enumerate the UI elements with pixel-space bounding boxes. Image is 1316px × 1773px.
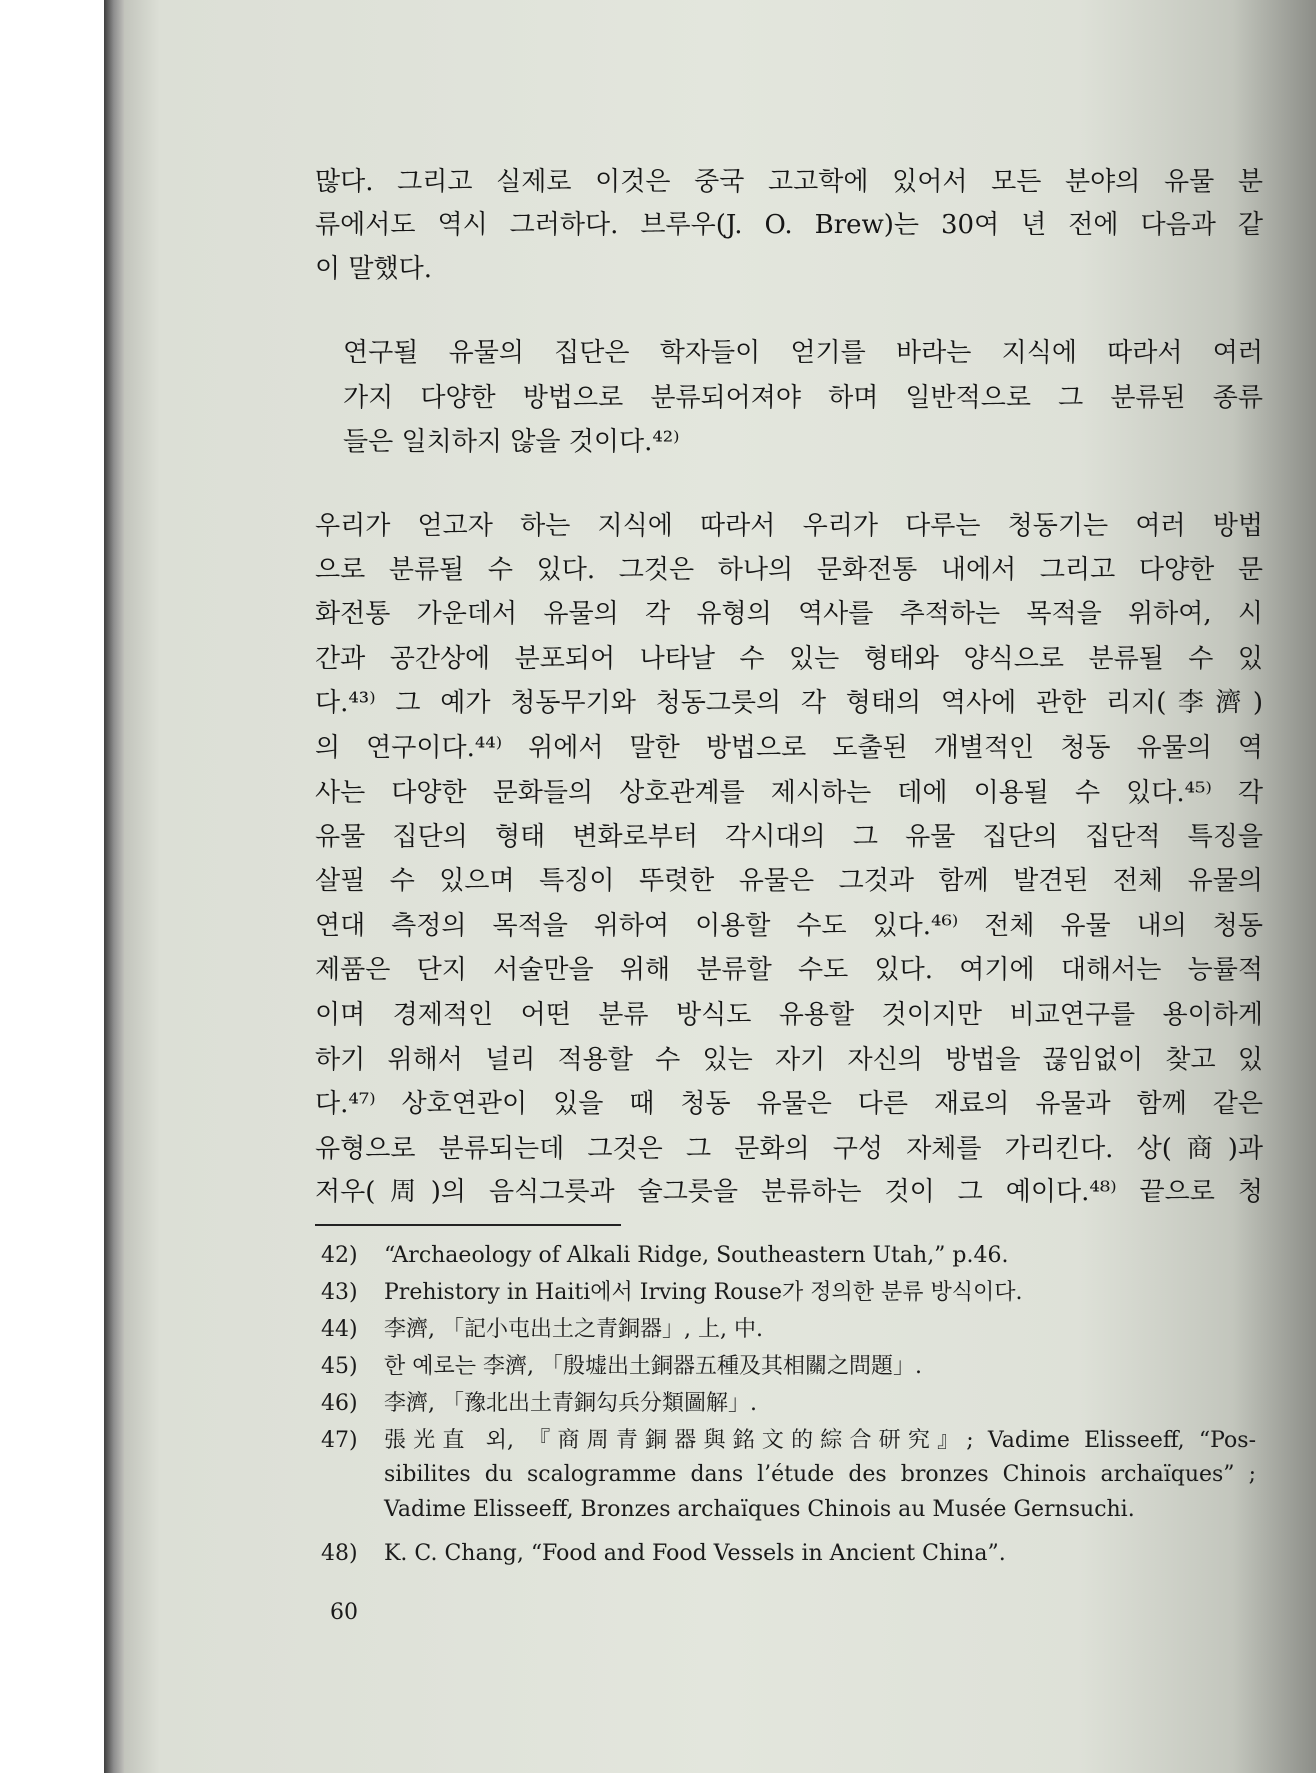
body-line: 저우(周)의 음식그릇과 술그릇을 분류하는 것이 그 예이다.⁴⁸⁾ 끝으로 청 <box>315 1177 1263 1207</box>
body-line: 유물 집단의 형태 변화로부터 각시대의 그 유물 집단의 집단적 특징을 <box>315 822 1263 852</box>
footnote-number: 46) <box>321 1391 358 1416</box>
footnote-number: 48) <box>321 1541 358 1566</box>
footnote-text: Vadime Elisseeff, Bronzes archaïques Chinois au Musée Gernsuchi. <box>384 1497 1135 1522</box>
body-line: 다.⁴⁷⁾ 상호연관이 있을 때 청동 유물은 다른 재료의 유물과 함께 같은 <box>315 1089 1263 1119</box>
footnote-text: 李濟, 「豫北出土青銅勾兵分類圖解」. <box>384 1391 757 1416</box>
body-line: 많다. 그리고 실제로 이것은 중국 고고학에 있어서 모든 분야의 유물 분 <box>315 167 1263 197</box>
body-line: 제품은 단지 서술만을 위해 분류할 수도 있다. 여기에 대해서는 능률적 <box>315 955 1263 985</box>
quote-line: 연구될 유물의 집단은 학자들이 얻기를 바라는 지식에 따라서 여러 <box>343 338 1263 368</box>
footnote-divider <box>315 1224 621 1226</box>
body-line: 연대 측정의 목적을 위하여 이용할 수도 있다.⁴⁶⁾ 전체 유물 내의 청동 <box>315 911 1263 941</box>
footnote-text: 張光直 외, 『商周青銅器與銘文的綜合研究』; Vadime Elisseeff, “Pos- <box>384 1428 1256 1453</box>
body-line: 이며 경제적인 어떤 분류 방식도 유용할 것이지만 비교연구를 용이하게 <box>315 1000 1263 1030</box>
footnote-text: 한 예로는 李濟, 「殷墟出土銅器五種及其相關之問題」. <box>384 1354 922 1379</box>
quote-line: 들은 일치하지 않을 것이다.⁴²⁾ <box>343 427 680 457</box>
quote-line: 가지 다양한 방법으로 분류되어져야 하며 일반적으로 그 분류된 종류 <box>343 383 1263 413</box>
page-number: 60 <box>330 1600 358 1625</box>
body-line: 살필 수 있으며 특징이 뚜렷한 유물은 그것과 함께 발견된 전체 유물의 <box>315 866 1263 896</box>
body-line: 화전통 가운데서 유물의 각 유형의 역사를 추적하는 목적을 위하여, 시 <box>315 599 1263 629</box>
body-line: 하기 위해서 널리 적용할 수 있는 자기 자신의 방법을 끊임없이 찾고 있 <box>315 1045 1263 1075</box>
body-line: 유형으로 분류되는데 그것은 그 문화의 구성 자체를 가리킨다. 상(商)과 <box>315 1134 1263 1164</box>
body-line: 류에서도 역시 그러하다. 브루우(J. O. Brew)는 30여 년 전에 다음과 같 <box>315 210 1263 240</box>
footnote-text: Prehistory in Haiti에서 Irving Rouse가 정의한 분류 방식이다. <box>384 1280 1023 1305</box>
book-spine-edge <box>104 0 126 1773</box>
body-line: 간과 공간상에 분포되어 나타날 수 있는 형태와 양식으로 분류될 수 있 <box>315 644 1263 674</box>
footnote-number: 47) <box>321 1428 358 1453</box>
body-line: 우리가 얻고자 하는 지식에 따라서 우리가 다루는 청동기는 여러 방법 <box>315 511 1263 541</box>
body-line: 사는 다양한 문화들의 상호관계를 제시하는 데에 이용될 수 있다.⁴⁵⁾ 각 <box>315 778 1263 808</box>
footnote-number: 42) <box>321 1243 358 1268</box>
body-line: 다.⁴³⁾ 그 예가 청동무기와 청동그릇의 각 형태의 역사에 관한 리지(李濟) <box>315 688 1263 718</box>
footnote-text: 李濟, 「記小屯出土之青銅器」, 上, 中. <box>384 1317 763 1342</box>
body-line: 이 말했다. <box>315 254 432 284</box>
body-line: 의 연구이다.⁴⁴⁾ 위에서 말한 방법으로 도출된 개별적인 청동 유물의 역 <box>315 733 1263 763</box>
body-line: 으로 분류될 수 있다. 그것은 하나의 문화전통 내에서 그리고 다양한 문 <box>315 555 1263 585</box>
footnote-number: 45) <box>321 1354 358 1379</box>
footnote-text: sibilites du scalogramme dans l’étude des bronzes Chinois archaïques” ; <box>384 1462 1256 1487</box>
footnote-number: 44) <box>321 1317 358 1342</box>
footnote-number: 43) <box>321 1280 358 1305</box>
footnote-text: K. C. Chang, “Food and Food Vessels in Ancient China”. <box>384 1541 1006 1566</box>
footnote-text: “Archaeology of Alkali Ridge, Southeastern Utah,” p.46. <box>384 1243 1009 1268</box>
